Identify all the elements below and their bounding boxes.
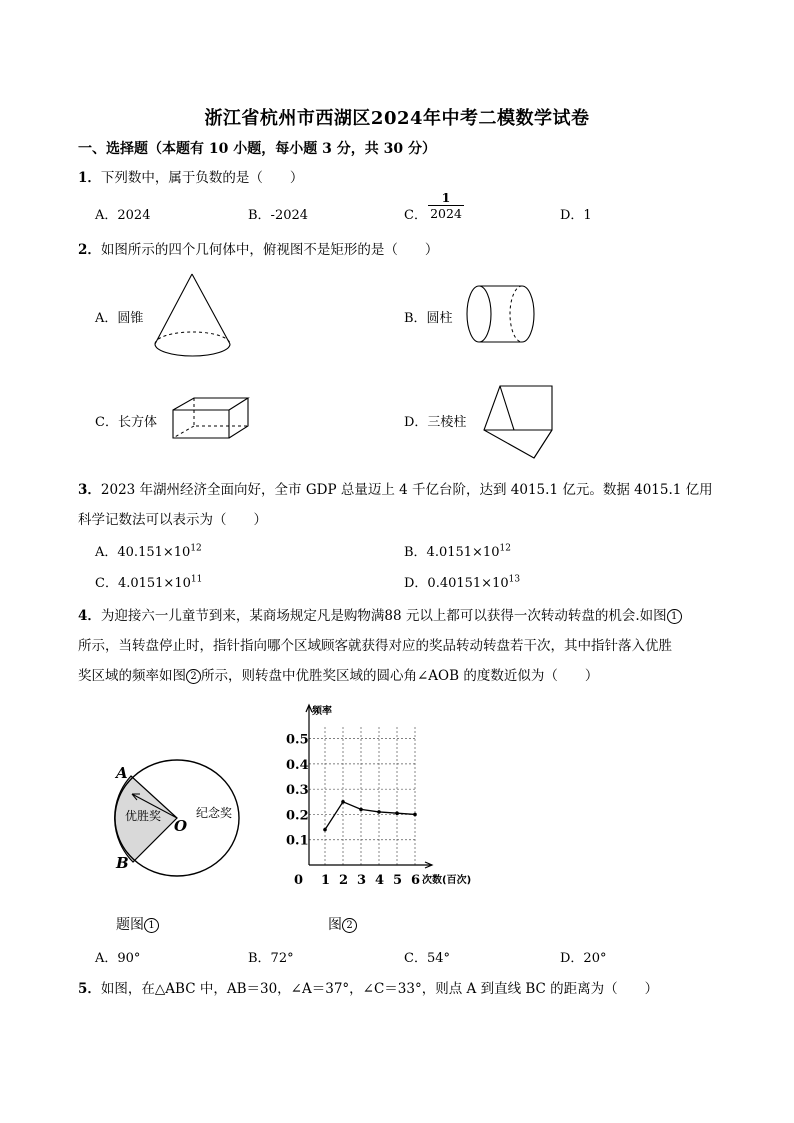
option-4c: C．54° bbox=[404, 951, 450, 966]
question-3-line-1 bbox=[78, 478, 713, 498]
data-point bbox=[341, 800, 345, 804]
question-number: 3． bbox=[78, 482, 101, 498]
option-1b: B．-2024 bbox=[248, 208, 309, 223]
caption-text: 图 bbox=[328, 917, 342, 933]
data-point bbox=[377, 810, 381, 814]
triangular-prism-figure bbox=[482, 382, 557, 460]
caption-text: 题图 bbox=[116, 917, 144, 933]
y-tick-label: 0.5 bbox=[286, 732, 309, 748]
question-text: 所示，则转盘中优胜奖区域的圆心角∠AOB 的度数近似为（ ） bbox=[201, 668, 599, 684]
option-2a: A．圆锥 bbox=[95, 311, 144, 326]
question-text: 如图，在△ABC 中，AB＝30，∠A＝37°，∠C＝33°，则点 A 到直线 BC 的距离为（ ） bbox=[100, 981, 659, 997]
data-point bbox=[323, 828, 327, 832]
circled-number-1: 1 bbox=[144, 918, 159, 933]
option-label: A．40.151×10 bbox=[95, 545, 191, 560]
point-a-label: A bbox=[116, 764, 128, 782]
option-3d bbox=[404, 572, 520, 591]
x-tick-label: 6 bbox=[411, 873, 421, 888]
spinner-figure bbox=[110, 750, 250, 880]
fraction-numerator: 1 bbox=[428, 190, 464, 206]
question-text: 下列数中，属于负数的是（ ） bbox=[100, 170, 304, 186]
question-text: 奖区域的频率如图 bbox=[78, 668, 186, 684]
question-2 bbox=[78, 238, 438, 258]
question-number: 4． bbox=[78, 608, 101, 624]
option-1c: C． bbox=[404, 208, 427, 223]
y-tick-label: 0.1 bbox=[286, 833, 309, 849]
y-tick-label: 0.3 bbox=[286, 783, 309, 799]
question-5 bbox=[78, 977, 658, 997]
option-4d: D．20° bbox=[560, 951, 607, 966]
point-o-label: O bbox=[174, 817, 188, 835]
data-point bbox=[413, 813, 417, 817]
exponent: 13 bbox=[508, 574, 521, 585]
exponent: 12 bbox=[499, 543, 511, 554]
x-tick-label: 3 bbox=[357, 873, 367, 888]
y-tick-label: 0.2 bbox=[286, 808, 309, 824]
data-point bbox=[359, 808, 363, 812]
circled-number-1: 1 bbox=[667, 609, 682, 624]
fraction-1-over-2024 bbox=[428, 190, 464, 222]
option-label: D．0.40151×10 bbox=[404, 576, 509, 591]
option-2d: D．三棱柱 bbox=[404, 415, 467, 430]
option-3a bbox=[95, 541, 202, 560]
point-b-label: B bbox=[116, 854, 129, 872]
option-3b bbox=[404, 541, 511, 560]
option-label: C．4.0151×10 bbox=[95, 576, 191, 591]
x-axis-label: 次数(百次) bbox=[422, 875, 472, 886]
question-number: 5． bbox=[78, 981, 101, 997]
fraction-denominator: 2024 bbox=[430, 206, 462, 221]
question-4-line-1 bbox=[78, 604, 682, 624]
question-number: 2． bbox=[78, 242, 101, 258]
question-4-line-3 bbox=[78, 664, 598, 684]
question-text: 如图所示的四个几何体中，俯视图不是矩形的是（ ） bbox=[100, 242, 439, 258]
cone-figure bbox=[150, 272, 235, 362]
question-text: 2023 年湖州经济全面向好，全市 GDP 总量迈上 4 千亿台阶，达到 4015.1 亿元。数据 4015.1 亿用 bbox=[100, 482, 713, 498]
section-heading: 一、选择题（本题有 10 小题，每小题 3 分，共 30 分） bbox=[78, 141, 436, 157]
frequency-line bbox=[325, 802, 415, 830]
exponent: 11 bbox=[190, 574, 203, 585]
question-text: 为迎接六一儿童节到来，某商场规定凡是购物满88 元以上都可以获得一次转动转盘的机会.如图 bbox=[100, 608, 667, 624]
y-tick-label: 0.4 bbox=[286, 757, 309, 773]
prize-sector-label: 优胜奖 bbox=[125, 809, 162, 823]
question-1 bbox=[78, 166, 303, 186]
souvenir-sector-label: 纪念奖 bbox=[196, 806, 233, 820]
frequency-chart bbox=[282, 700, 472, 895]
option-2b: B．圆柱 bbox=[404, 311, 453, 326]
option-4b: B．72° bbox=[248, 951, 294, 966]
question-4-line-2: 所示，当转盘停止时，指针指向哪个区域顾客就获得对应的奖品转动转盘若干次，其中指针落入优胜 bbox=[78, 638, 672, 654]
page-title: 浙江省杭州市西湖区2024年中考二模数学试卷 bbox=[204, 108, 590, 129]
exponent: 12 bbox=[190, 543, 202, 554]
option-2c: C．长方体 bbox=[95, 415, 157, 430]
y-axis-label: 频率 bbox=[312, 706, 332, 717]
x-tick-label: 2 bbox=[339, 873, 349, 888]
figure-caption-1 bbox=[116, 914, 159, 934]
circled-number-2: 2 bbox=[342, 918, 357, 933]
circled-number-2: 2 bbox=[186, 669, 201, 684]
data-point bbox=[395, 811, 399, 815]
option-1d: D．1 bbox=[560, 208, 592, 223]
x-tick-label: 1 bbox=[321, 873, 331, 888]
x-tick-label: 4 bbox=[375, 873, 385, 888]
question-3-line-2: 科学记数法可以表示为（ ） bbox=[78, 512, 267, 528]
question-number: 1． bbox=[78, 170, 101, 186]
x-tick-label: 5 bbox=[393, 873, 403, 888]
origin-label: 0 bbox=[294, 873, 304, 888]
option-3c bbox=[95, 572, 202, 591]
cuboid-figure bbox=[170, 396, 252, 442]
option-label: B．4.0151×10 bbox=[404, 545, 500, 560]
option-4a: A．90° bbox=[95, 951, 141, 966]
figure-caption-2 bbox=[328, 914, 357, 934]
cylinder-figure bbox=[464, 284, 540, 346]
option-1a: A．2024 bbox=[95, 208, 151, 223]
